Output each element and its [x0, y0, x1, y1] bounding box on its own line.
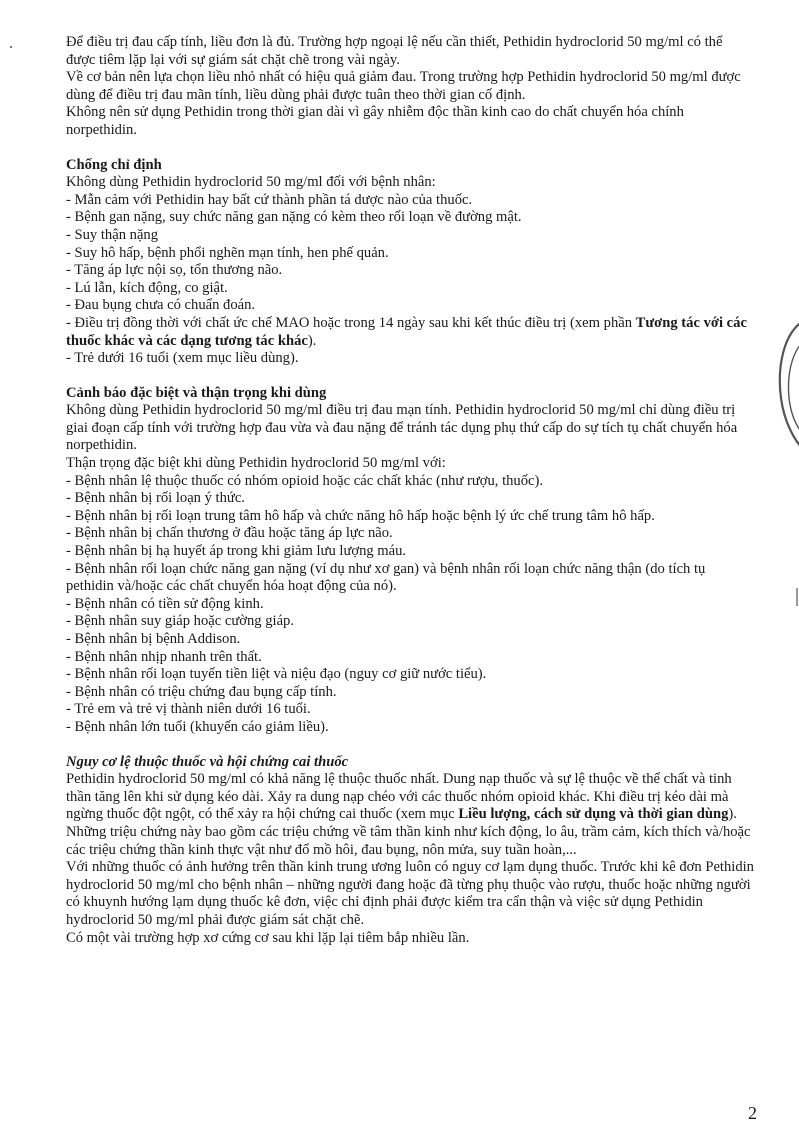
dependence-text-continued: ). Những triệu chứng này bao gồm các triệu chứng về tâm thần kinh như kích động, lo âu, trầm cảm, kích thích và/hoặc các triệu chứng thần kinh thực vật như đổ mồ hôi, đau bụng, nôn mửa, suy tuần hoàn,...: [66, 806, 751, 858]
page-number: 2: [748, 1103, 757, 1123]
warnings-list: [66, 473, 754, 737]
intro-paragraph-2: Về cơ bản nên lựa chọn liều nhỏ nhất có hiệu quả giảm đau. Trong trường hợp Pethidin hydroclorid 50 mg/ml được dùng để điều trị đau mãn tính, liều dùng phải được tuân theo thời gian cố định.: [66, 69, 741, 103]
list-item: - Bệnh nhân nhịp nhanh trên thất.: [66, 648, 262, 665]
stamp-fragment-bottom: [775, 530, 799, 660]
list-item: - Bệnh nhân lệ thuộc thuốc có nhóm opioid hoặc các chất khác (như rượu, thuốc).: [66, 472, 544, 489]
mao-item-suffix: ).: [307, 332, 317, 349]
mao-item-text: - Điều trị đồng thời với chất ức chế MAO hoặc trong 14 ngày sau khi kết thúc điều trị (xem phần: [66, 314, 636, 331]
contraindications-list: [66, 192, 754, 368]
warnings-section: [66, 385, 754, 737]
list-item: - Bệnh nhân bị rối loạn ý thức.: [66, 490, 245, 507]
warnings-heading: Cảnh báo đặc biệt và thận trọng khi dùng: [66, 384, 327, 401]
dependence-paragraph-3: Có một vài trường hợp xơ cứng cơ sau khi lặp lại tiêm bắp nhiều lần.: [66, 929, 470, 946]
list-item: - Mẫn cảm với Pethidin hay bất cứ thành phần tá dược nào của thuốc.: [66, 191, 473, 208]
cross-reference-dosage: Liều lượng, cách sử dụng và thời gian dùng: [458, 806, 729, 823]
dependence-paragraph-1: [66, 771, 754, 859]
list-item: - Bệnh nhân bị bệnh Addison.: [66, 631, 241, 647]
list-item: - Đau bụng chưa có chuẩn đoán.: [66, 297, 256, 314]
list-item: - Suy hô hấp, bệnh phổi nghẽn mạn tính, hen phế quản.: [66, 244, 389, 261]
margin-speck: [10, 46, 12, 48]
warnings-intro: Không dùng Pethidin hydroclorid 50 mg/ml điều trị đau mạn tính. Pethidin hydroclorid 50 mg/ml chỉ dùng điều trị giai đoạn cấp tính với trường hợp đau vừa và đau nặng để tránh tác dụng phụ thứ cấp do sự tích tụ chất chuyển hóa norpethidin.: [66, 402, 738, 454]
warnings-caution-intro: Thận trọng đặc biệt khi dùng Pethidin hydroclorid 50 mg/ml với:: [66, 455, 446, 472]
intro-section: [66, 34, 754, 140]
list-item: - Trẻ em và trẻ vị thành niên dưới 16 tuổi.: [66, 701, 311, 718]
list-item: - Bệnh nhân có triệu chứng đau bụng cấp tính.: [66, 683, 337, 700]
dependence-paragraph-2: Với những thuốc có ảnh hưởng trên thần kinh trung ương luôn có nguy cơ lạm dụng thuốc. Trước khi kê đơn Pethidin hydroclorid 50 mg/ml cho bệnh nhân – những người đang hoặc đã từng phụ thuộc vào rượu, thuốc hoặc những người có khuynh hướng lạm dụng thuốc kê đơn, việc chỉ định phải được kiểm tra cẩn thận và việc sử dụng Pethidin hydroclorid 50 mg/ml phải được giám sát chặt chẽ.: [66, 859, 754, 928]
dependence-text: Pethidin hydroclorid 50 mg/ml có khả năng lệ thuộc thuốc nhất. Dung nạp thuốc và sự lệ thuộc về thể chất và tinh thần tăng lên khi sử dụng kéo dài. Xảy ra dung nạp chéo với các thuốc nhóm opioid khác. Khi điều trị kéo dài mà ngừng thuốc đột ngột, có thể xảy ra hội chứng cai thuốc (xem mục: [66, 771, 732, 823]
list-item: - Bệnh nhân rối loạn tuyến tiền liệt và niệu đạo (nguy cơ giữ nước tiểu).: [66, 666, 487, 683]
contraindications-heading: Chống chỉ định: [66, 156, 162, 173]
dependence-heading: Nguy cơ lệ thuộc thuốc và hội chứng cai thuốc: [66, 753, 349, 770]
cross-reference-interactions: Tương tác với các thuốc khác và các dạng tương tác khác: [66, 314, 747, 349]
list-item: - Bệnh nhân bị chấn thương ở đầu hoặc tăng áp lực não.: [66, 525, 393, 542]
list-item: - Suy thận nặng: [66, 226, 159, 243]
intro-paragraph-3: Không nên sử dụng Pethidin trong thời gian dài vì gây nhiễm độc thần kinh cao do chất chuyển hóa chính norpethidin.: [66, 104, 684, 138]
list-item: [66, 315, 754, 350]
list-item: - Bệnh nhân suy giáp hoặc cường giáp.: [66, 613, 294, 630]
list-item: - Lú lẫn, kích động, co giật.: [66, 279, 228, 296]
list-item: - Bệnh nhân có tiền sử động kinh.: [66, 595, 264, 612]
round-stamp-fragment-top: [775, 318, 799, 453]
list-item: - Bệnh nhân rối loạn chức năng gan nặng (ví dụ như xơ gan) và bệnh nhân rối loạn chức năng thận (do tích tụ pethidin và/hoặc các chất chuyển hóa hoạt động của nó).: [66, 560, 706, 595]
list-item: - Trẻ dưới 16 tuổi (xem mục liều dùng).: [66, 350, 299, 367]
list-item: - Bệnh nhân bị hạ huyết áp trong khi giảm lưu lượng máu.: [66, 543, 407, 560]
contraindications-section: [66, 157, 754, 368]
list-item: - Bệnh gan nặng, suy chức năng gan nặng có kèm theo rối loạn về đường mật.: [66, 209, 522, 226]
list-item: - Bệnh nhân lớn tuổi (khuyến cáo giảm liều).: [66, 718, 329, 735]
contraindications-intro: Không dùng Pethidin hydroclorid 50 mg/ml đối với bệnh nhân:: [66, 174, 436, 191]
dependence-section: [66, 754, 754, 948]
document-page: [66, 34, 754, 947]
intro-paragraph-1: Để điều trị đau cấp tính, liều đơn là đủ. Trường hợp ngoại lệ nếu cần thiết, Pethidin hydroclorid 50 mg/ml có thể được tiêm lặp lại với sự giám sát chặt chẽ trong vài ngày.: [66, 34, 723, 68]
list-item: - Bệnh nhân bị rối loạn trung tâm hô hấp và chức năng hô hấp hoặc bệnh lý ức chế trung tâm hô hấp.: [66, 507, 655, 524]
list-item: - Tăng áp lực nội sọ, tổn thương não.: [66, 262, 283, 279]
